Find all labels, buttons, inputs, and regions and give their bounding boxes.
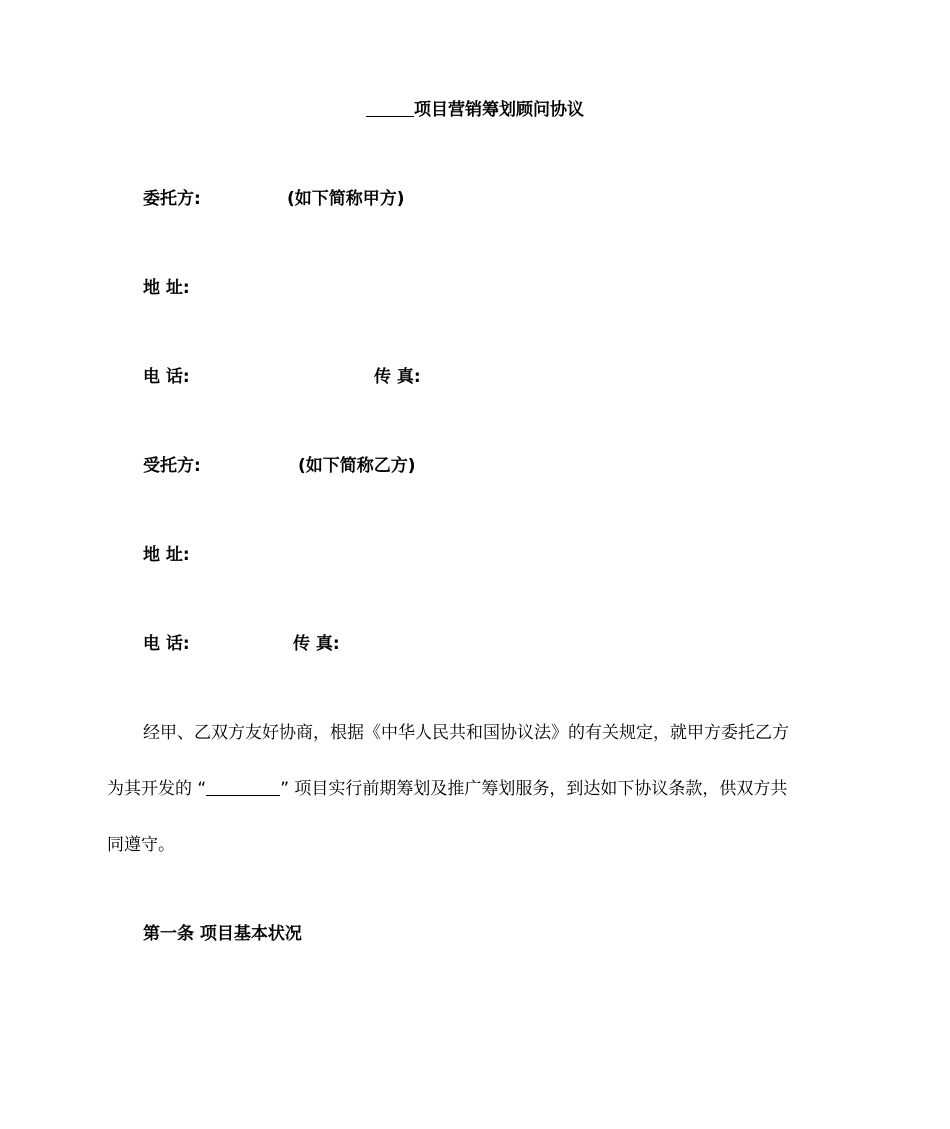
intro-text-2-prefix: 为其开发的 “ — [107, 779, 207, 799]
intro-line-3 — [107, 835, 175, 855]
client-address-line — [143, 278, 190, 298]
client-phone-line — [143, 367, 190, 387]
intro-line-1 — [143, 723, 789, 743]
document-title-line — [0, 100, 950, 120]
article-1-heading: 第一条 项目基本状况 — [143, 924, 302, 944]
article-1-heading-line — [143, 924, 302, 944]
document-title: 项目营销筹划顾问协议 — [414, 100, 584, 120]
project-name-blank-underline — [206, 794, 280, 796]
client-fax-label: 传 真: — [374, 367, 421, 387]
agent-phone-line — [143, 634, 190, 654]
intro-text-3: 同遵守。 — [107, 835, 175, 855]
client-note: (如下简称甲方) — [287, 189, 405, 209]
agent-note-line — [298, 456, 416, 476]
client-label: 委托方: — [143, 189, 201, 209]
client-phone-label: 电 话: — [143, 367, 190, 387]
client-line — [143, 189, 201, 209]
title-blank-underline — [366, 115, 414, 117]
agent-note: (如下简称乙方) — [298, 456, 416, 476]
agent-fax-label: 传 真: — [293, 634, 340, 654]
agent-phone-label: 电 话: — [143, 634, 190, 654]
intro-text-2-suffix: ” 项目实行前期筹划及推广筹划服务，到达如下协议条款，供双方共 — [280, 779, 788, 799]
agent-fax-line — [293, 634, 340, 654]
agent-address-label: 地 址: — [143, 545, 190, 565]
agent-address-line — [143, 545, 190, 565]
client-address-label: 地 址: — [143, 278, 190, 298]
client-fax-line — [374, 367, 421, 387]
intro-text-1: 经甲、乙双方友好协商，根据《中华人民共和国协议法》的有关规定，就甲方委托乙方 — [143, 723, 789, 743]
agent-line — [143, 456, 201, 476]
agent-label: 受托方: — [143, 456, 201, 476]
client-note-line — [287, 189, 405, 209]
intro-line-2 — [107, 779, 787, 799]
